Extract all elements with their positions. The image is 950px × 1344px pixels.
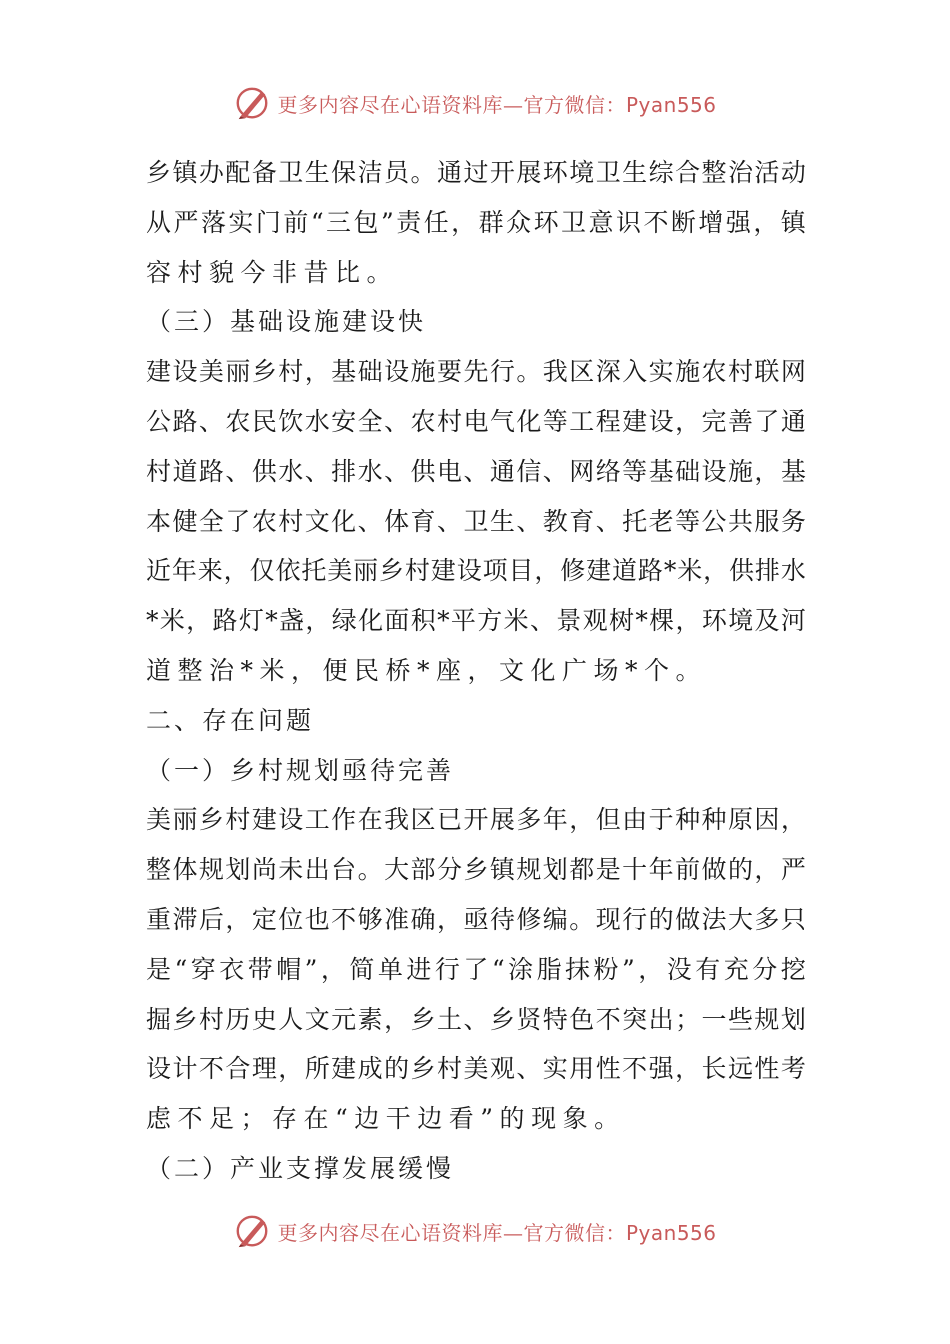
document-body [146, 148, 806, 1194]
section-heading: （一）乡村规划亟待完善 [146, 755, 455, 785]
watermark-wechat-id: Pyan556 [625, 92, 717, 117]
section-heading: 二、存在问题 [146, 705, 315, 735]
text-line: 整 体 规 划 尚 未 出 台 。 大 部 分 乡 镇 规 划 都 是 十 年 前 做 的 ， 严 [146, 855, 806, 885]
text-line: 近 年 来 ， 仅 依 托 美 丽 乡 村 建 设 项 目 ， 修 建 道 路 * 米 ， 供 排 水 [146, 556, 806, 586]
text-line: 容村貌今非昔比。 [146, 257, 399, 287]
pen-circle-logo-icon [233, 1212, 271, 1250]
text-line: 公 路 、 农 民 饮 水 安 全 、 农 村 电 气 化 等 工 程 建 设 ， 完 善 了 通 [146, 406, 806, 436]
text-line: 虑不足；存在“边干边看”的现象。 [146, 1104, 626, 1134]
watermark-label: 更多内容尽在心语资料库—官方微信： [277, 1220, 626, 1245]
watermark-wechat-id: Pyan556 [625, 1220, 717, 1245]
header-watermark [0, 84, 950, 122]
text-line: 道整治*米，便民桥*座，文化广场*个。 [146, 655, 708, 685]
watermark-label: 更多内容尽在心语资料库—官方微信： [277, 92, 626, 117]
text-line: * 米 ， 路 灯 * 盏 ， 绿 化 面 积 * 平 方 米 、 景 观 树 * 棵 ， 环 境 及 河 [146, 606, 806, 636]
watermark-text [277, 89, 716, 118]
text-line: 村 道 路 、 供 水 、 排 水 、 供 电 、 通 信 、 网 络 等 基 础 设 施 ， 基 [146, 456, 806, 486]
footer-watermark [0, 1212, 950, 1250]
text-line: 建 设 美 丽 乡 村 ， 基 础 设 施 要 先 行 。 我 区 深 入 实 施 农 村 联 网 [146, 357, 806, 387]
text-line: 从 严 落 实 门 前 “ 三 包 ” 责 任 ， 群 众 环 卫 意 识 不 断 增 强 ， 镇 [146, 207, 806, 237]
text-line: 设 计 不 合 理 ， 所 建 成 的 乡 村 美 观 、 实 用 性 不 强 ， 长 远 性 考 [146, 1054, 806, 1084]
section-heading: （三）基础设施建设快 [146, 307, 427, 337]
text-line: 乡 镇 办 配 备 卫 生 保 洁 员 。 通 过 开 展 环 境 卫 生 综 合 整 治 活 动 [146, 158, 806, 187]
text-line: 本 健 全 了 农 村 文 化 、 体 育 、 卫 生 、 教 育 、 托 老 等 公 共 服 务 [146, 506, 806, 536]
text-line: 掘 乡 村 历 史 人 文 元 素 ， 乡 土 、 乡 贤 特 色 不 突 出 ； 一 些 规 划 [146, 1004, 806, 1034]
pen-circle-logo-icon [233, 84, 271, 122]
text-line: 重 滞 后 ， 定 位 也 不 够 准 确 ， 亟 待 修 编 。 现 行 的 做 法 大 多 只 [146, 904, 806, 934]
section-heading: （二）产业支撑发展缓慢 [146, 1153, 455, 1183]
watermark-text [277, 1217, 716, 1246]
text-line: 美 丽 乡 村 建 设 工 作 在 我 区 已 开 展 多 年 ， 但 由 于 种 种 原 因 ， [146, 805, 806, 835]
text-line: 是 “ 穿 衣 带 帽 ” ， 简 单 进 行 了 “ 涂 脂 抹 粉 ” ， 没 有 充 分 挖 [146, 954, 806, 984]
